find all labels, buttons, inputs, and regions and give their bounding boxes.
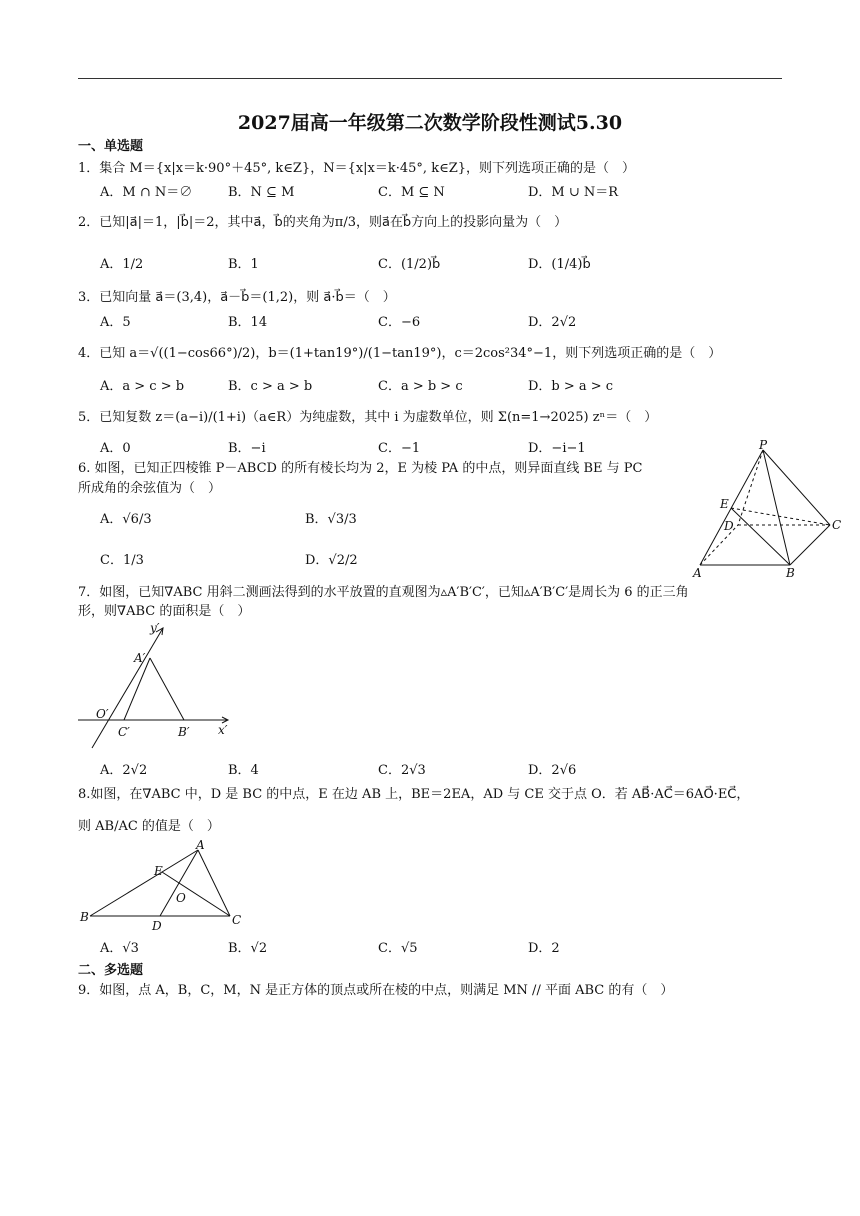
section-single-choice: 一、单选题 bbox=[78, 139, 144, 154]
q1-option-d: D．M ∪ N＝R bbox=[528, 185, 619, 200]
q5-option-a: A．0 bbox=[100, 441, 131, 456]
q7-option-c: C．2√3 bbox=[378, 763, 426, 778]
q8-option-c: C．√5 bbox=[378, 941, 418, 956]
q7-option-a: A．2√2 bbox=[100, 763, 148, 778]
q6-option-a: A．√6/3 bbox=[100, 512, 152, 527]
q7-option-b: B．4 bbox=[228, 763, 259, 778]
q4-option-d: D．b > a > c bbox=[528, 379, 614, 394]
q2-option-b: B．1 bbox=[228, 257, 259, 272]
q3-option-c: C．−6 bbox=[378, 315, 421, 330]
q6-option-d: D．√2/2 bbox=[305, 553, 358, 568]
oblique-label-y: y′ bbox=[150, 621, 160, 635]
page-title: 2027届高一年级第二次数学阶段性测试5.30 bbox=[237, 112, 623, 134]
q3-stem: 3．已知向量 a⃗＝(3,4)，a⃗－b⃗＝(1,2)，则 a⃗·b⃗＝（ ） bbox=[78, 290, 396, 305]
q6-line1: 6. 如图，已知正四棱锥 P－ABCD 的所有棱长均为 2，E 为棱 PA 的中点，则异面直线 BE 与 PC bbox=[78, 461, 643, 476]
q4-option-a: A．a > c > b bbox=[100, 379, 185, 394]
q5-option-b: B．−i bbox=[228, 441, 266, 456]
q1-option-b: B．N ⊆ M bbox=[228, 185, 295, 200]
q7-line1: 7．如图，已知∇ABC 用斜二测画法得到的水平放置的直观图为▵A′B′C′，已知▵A′B′C′是周长为 6 的正三角 bbox=[78, 585, 689, 600]
q8-line2: 则 AB/AC 的值是（ ） bbox=[78, 819, 220, 834]
q6-option-b: B．√3/3 bbox=[305, 512, 357, 527]
q2-option-a: A．1/2 bbox=[100, 257, 144, 272]
q2-option-c: C．(1/2)b⃗ bbox=[378, 257, 441, 272]
q1-option-a: A．M ∩ N＝∅ bbox=[100, 185, 193, 200]
q1-option-c: C．M ⊆ N bbox=[378, 185, 445, 200]
triangle-label-c: C bbox=[232, 913, 242, 927]
pyramid-label-a: A bbox=[693, 566, 702, 580]
oblique-label-b: B′ bbox=[178, 725, 190, 739]
q8-option-a: A．√3 bbox=[100, 941, 139, 956]
section-multi-choice: 二、多选题 bbox=[78, 963, 144, 978]
triangle-label-a: A bbox=[196, 838, 205, 852]
q7-option-d: D．2√6 bbox=[528, 763, 577, 778]
q8-line1: 8.如图，在∇ABC 中，D 是 BC 的中点，E 在边 AB 上，BE＝2EA，AD 与 CE 交于点 O．若 AB⃗·AC⃗＝6AO⃗·EC⃗， bbox=[78, 787, 750, 802]
pyramid-label-c: C bbox=[832, 518, 842, 532]
oblique-figure bbox=[78, 618, 243, 753]
q3-option-d: D．2√2 bbox=[528, 315, 577, 330]
header-rule bbox=[78, 78, 782, 79]
q6-line2: 所成角的余弦值为（ ） bbox=[78, 481, 222, 496]
q4-stem: 4．已知 a＝√((1−cos66°)/2)，b＝(1+tan19°)/(1−tan19°)，c＝2cos²34°−1，则下列选项正确的是（ ） bbox=[78, 346, 722, 361]
pyramid-label-e: E bbox=[720, 497, 729, 511]
triangle-label-b: B bbox=[80, 910, 89, 924]
triangle-figure bbox=[78, 838, 248, 933]
q8-option-d: D．2 bbox=[528, 941, 560, 956]
q3-option-b: B．14 bbox=[228, 315, 268, 330]
q4-option-b: B．c > a > b bbox=[228, 379, 313, 394]
pyramid-label-p: P bbox=[759, 440, 768, 452]
q3-option-a: A．5 bbox=[100, 315, 131, 330]
q1-stem: 1．集合 M＝{x|x＝k·90°＋45°, k∈Z}，N＝{x|x＝k·45°, k∈Z}，则下列选项正确的是（ ） bbox=[78, 161, 636, 176]
pyramid-figure bbox=[690, 440, 850, 580]
q2-stem: 2．已知|a⃗|＝1，|b⃗|＝2，其中a⃗，b⃗的夹角为π/3，则a⃗在b⃗方向上的投影向量为（ ） bbox=[78, 215, 568, 230]
triangle-label-o: O bbox=[176, 891, 186, 905]
q4-option-c: C．a > b > c bbox=[378, 379, 463, 394]
q2-option-d: D．(1/4)b⃗ bbox=[528, 257, 591, 272]
q6-option-c: C．1/3 bbox=[100, 553, 144, 568]
q5-stem: 5．已知复数 z＝(a−i)/(1+i)（a∈R）为纯虚数，其中 i 为虚数单位，则 Σ(n=1→2025) zⁿ＝（ ） bbox=[78, 410, 658, 425]
q8-option-b: B．√2 bbox=[228, 941, 268, 956]
q5-option-c: C．−1 bbox=[378, 441, 421, 456]
triangle-label-d: D bbox=[152, 919, 162, 933]
q7-line2: 形，则∇ABC 的面积是（ ） bbox=[78, 604, 251, 619]
oblique-label-o: O′ bbox=[96, 707, 109, 721]
oblique-label-a: A′ bbox=[134, 651, 146, 665]
oblique-label-x: x′ bbox=[218, 723, 228, 737]
oblique-label-c: C′ bbox=[118, 725, 130, 739]
q9-stem: 9．如图，点 A，B，C，M，N 是正方体的顶点或所在棱的中点，则满足 MN // 平面 ABC 的有（ ） bbox=[78, 983, 674, 998]
triangle-label-e: E bbox=[154, 864, 163, 878]
pyramid-label-d: D bbox=[724, 519, 734, 533]
pyramid-label-b: B bbox=[786, 566, 795, 580]
q5-option-d: D．−i−1 bbox=[528, 441, 586, 456]
